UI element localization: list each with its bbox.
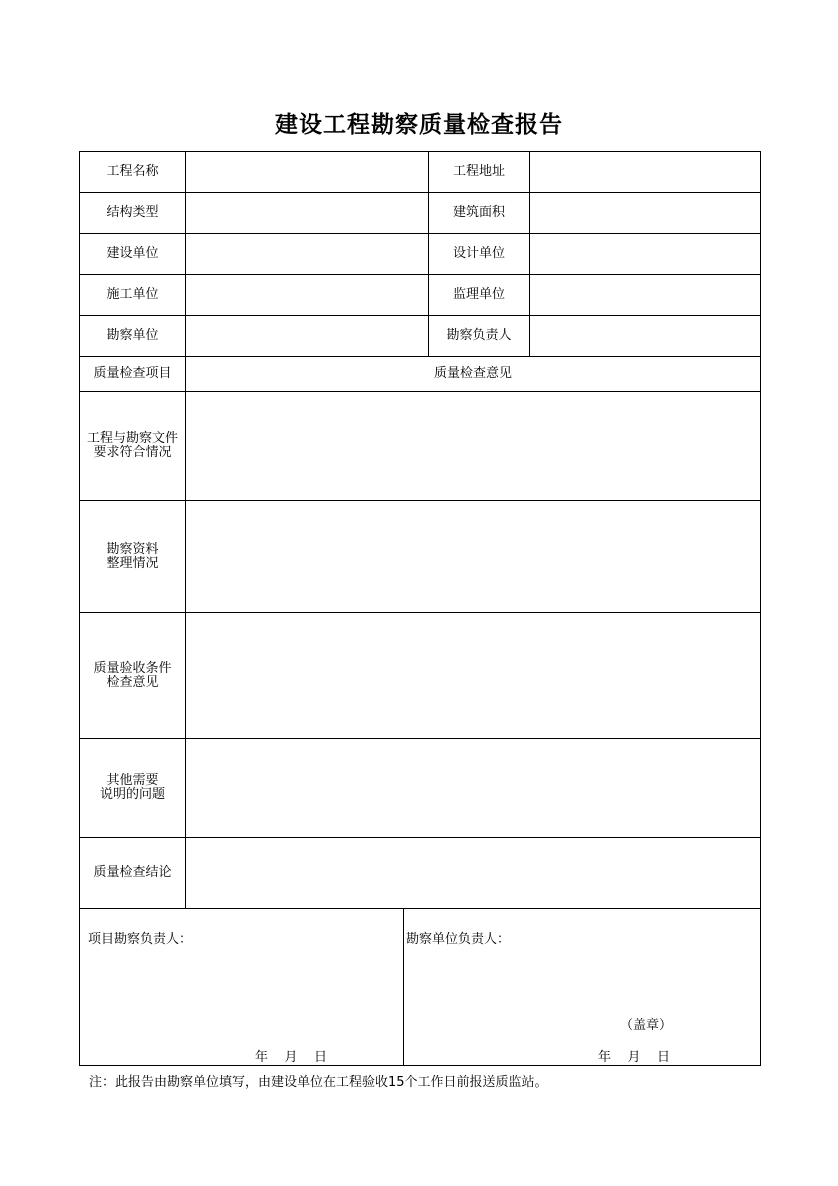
label-project-name: 工程名称 bbox=[106, 164, 159, 179]
grid-line bbox=[760, 151, 761, 1066]
report-form bbox=[79, 151, 761, 1066]
opinion-field-conclusion[interactable] bbox=[186, 838, 760, 908]
label-construction-unit: 建设单位 bbox=[106, 246, 159, 261]
check-item-conformity bbox=[80, 392, 185, 500]
check-item-line: 质量验收条件 bbox=[93, 660, 172, 676]
header-check-opinion: 质量检查意见 bbox=[433, 366, 512, 381]
right-date-line: 年 月 日 bbox=[598, 1050, 671, 1065]
check-item-line: 要求符合情况 bbox=[93, 445, 172, 460]
report-title: 建设工程勘察质量检查报告 bbox=[275, 112, 563, 138]
label-builder-unit: 施工单位 bbox=[106, 287, 159, 302]
check-item-line: 检查意见 bbox=[106, 674, 159, 690]
field-survey-lead[interactable] bbox=[530, 316, 760, 356]
opinion-field-data-organization[interactable] bbox=[186, 501, 760, 612]
label-building-area: 建筑面积 bbox=[452, 205, 505, 220]
grid-line bbox=[79, 1065, 761, 1066]
label-survey-unit: 勘察单位 bbox=[106, 328, 159, 343]
check-item-other-issues bbox=[80, 739, 185, 837]
field-project-name[interactable] bbox=[186, 152, 428, 192]
field-construction-unit[interactable] bbox=[186, 234, 428, 274]
check-item-line: 工程与勘察文件 bbox=[86, 431, 178, 446]
project-survey-lead-label: 项目勘察负责人： bbox=[88, 932, 193, 947]
label-supervision-unit: 监理单位 bbox=[452, 287, 505, 302]
field-structure-type[interactable] bbox=[186, 193, 428, 233]
check-item-line: 整理情况 bbox=[106, 555, 159, 571]
check-item-line: 其他需要 bbox=[106, 773, 159, 788]
seal-placeholder: （盖章） bbox=[620, 1018, 673, 1033]
left-date-line: 年 月 日 bbox=[255, 1050, 328, 1065]
field-builder-unit[interactable] bbox=[186, 275, 428, 315]
survey-unit-lead-label: 勘察单位负责人： bbox=[406, 932, 511, 947]
check-item-line: 说明的问题 bbox=[99, 787, 165, 802]
check-item-line: 勘察资料 bbox=[106, 541, 159, 557]
check-item-conclusion bbox=[80, 838, 185, 908]
opinion-field-other-issues[interactable] bbox=[186, 739, 760, 837]
label-project-address: 工程地址 bbox=[452, 164, 505, 179]
field-design-unit[interactable] bbox=[530, 234, 760, 274]
check-item-data-organization bbox=[80, 501, 185, 612]
field-survey-unit[interactable] bbox=[186, 316, 428, 356]
label-design-unit: 设计单位 bbox=[452, 246, 505, 261]
label-survey-lead: 勘察负责人 bbox=[446, 328, 512, 343]
check-item-acceptance-conditions bbox=[80, 613, 185, 738]
grid-line bbox=[79, 908, 761, 909]
grid-line bbox=[403, 908, 404, 1065]
footnote: 注：此报告由勘察单位填写，由建设单位在工程验收15个工作日前报送质监站。 bbox=[89, 1075, 548, 1090]
header-check-item: 质量检查项目 bbox=[93, 366, 172, 381]
opinion-field-conformity[interactable] bbox=[186, 392, 760, 500]
opinion-field-acceptance-conditions[interactable] bbox=[186, 613, 760, 738]
field-supervision-unit[interactable] bbox=[530, 275, 760, 315]
field-building-area[interactable] bbox=[530, 193, 760, 233]
check-item-line: 质量检查结论 bbox=[93, 865, 172, 880]
label-structure-type: 结构类型 bbox=[106, 205, 159, 220]
field-project-address[interactable] bbox=[530, 152, 760, 192]
